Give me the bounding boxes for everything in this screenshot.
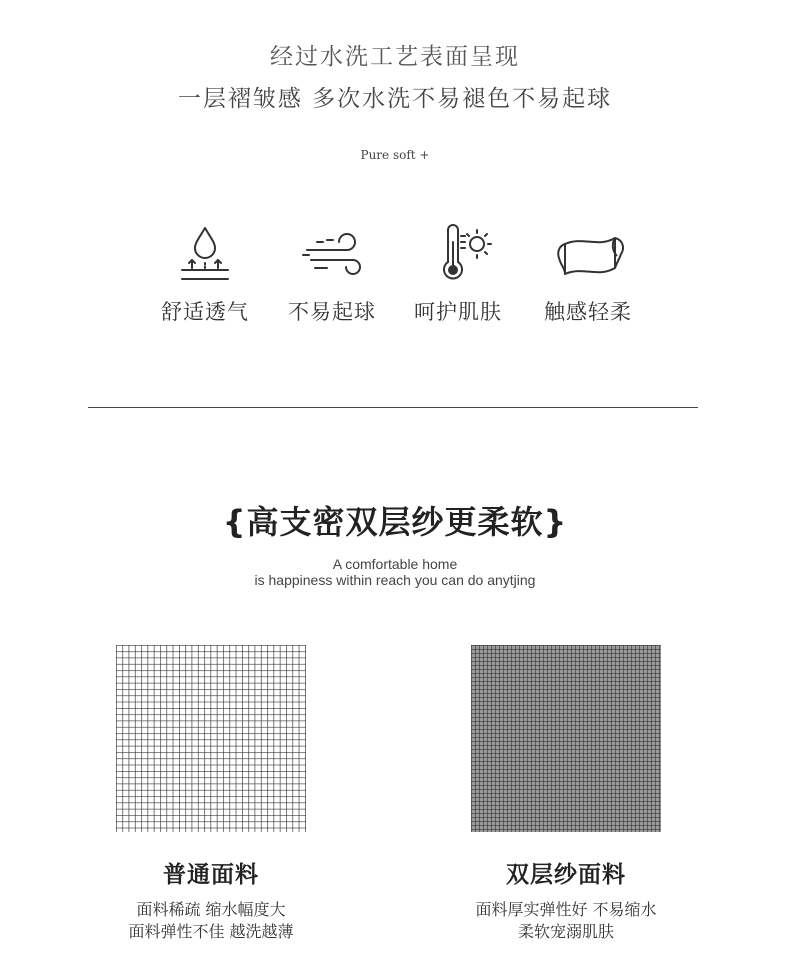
double-gauze-desc-1: 面料厚实弹性好 不易缩水 (475, 900, 657, 919)
header-line-1: 经过水洗工艺表面呈现 (270, 44, 520, 70)
normal-fabric-name: 普通面料 (163, 862, 259, 888)
thermometer-sun-icon (413, 222, 503, 284)
feature-label: 呵护肌肤 (414, 300, 502, 324)
double-gauze-info (451, 856, 681, 943)
feature-breathable (145, 222, 265, 326)
feature-label: 舒适透气 (161, 300, 249, 324)
feature-anti-pilling (272, 222, 392, 326)
feature-label: 触感轻柔 (544, 300, 632, 324)
double-gauze-desc-2: 柔软宠溺肌肤 (517, 922, 614, 941)
feature-label: 不易起球 (288, 300, 376, 324)
double-gauze-name: 双层纱面料 (506, 862, 626, 888)
normal-fabric-desc-1: 面料稀疏 缩水幅度大 (136, 900, 286, 919)
header-line-2: 一层褶皱感 多次水洗不易褪色不易起球 (177, 86, 613, 112)
double-gauze-grid (471, 645, 661, 832)
feature-soft-touch (528, 222, 648, 326)
normal-fabric-swatch (116, 645, 306, 836)
double-gauze-swatch (471, 645, 661, 836)
section-title: {高支密双层纱更柔软} (222, 503, 568, 541)
section-subtitle-2: is happiness within reach you can do anytjing (254, 572, 536, 588)
feature-skin-care (398, 222, 518, 326)
normal-fabric-grid (116, 645, 306, 832)
tagline: Pure soft + (360, 148, 430, 162)
normal-fabric-info (96, 856, 326, 943)
wind-icon (287, 222, 377, 284)
section-subtitle-1: A comfortable home (332, 556, 458, 572)
normal-fabric-desc-2: 面料弹性不佳 越洗越薄 (128, 922, 294, 941)
soft-ribbon-icon (543, 222, 633, 284)
section-divider (88, 407, 698, 408)
breathable-drop-icon (160, 222, 250, 284)
